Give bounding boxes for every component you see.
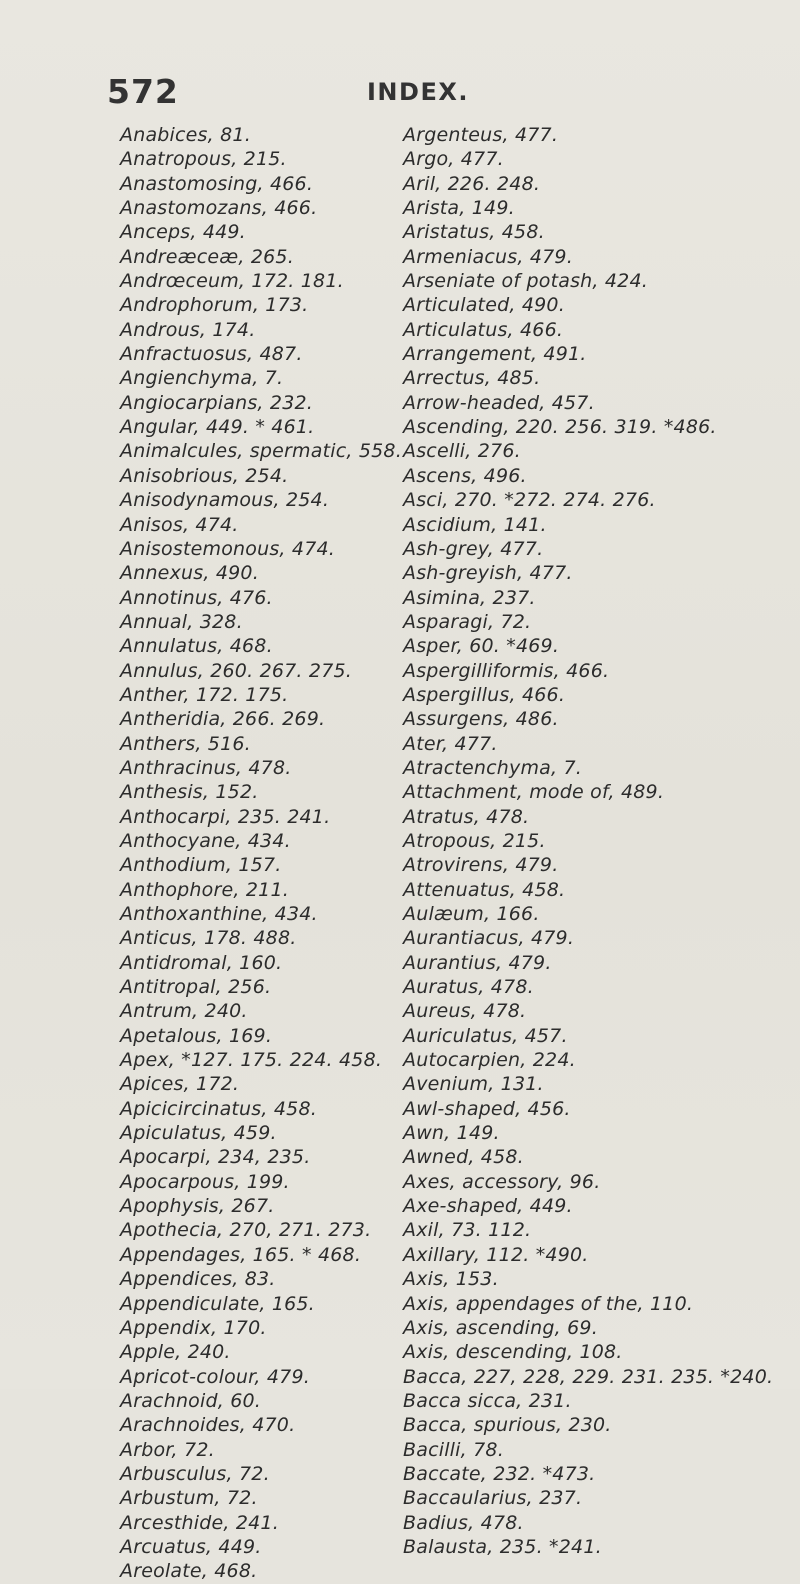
- index-entry: Apocarpi, 234, 235.: [120, 1146, 311, 1169]
- index-entry: Apices, 172.: [120, 1073, 240, 1096]
- index-entry: Annexus, 490.: [120, 562, 259, 585]
- index-entry: Ascens, 496.: [403, 464, 527, 487]
- index-entry: Appendices, 83.: [120, 1268, 276, 1291]
- index-entry: Anisos, 474.: [120, 513, 239, 536]
- index-entry: Asci, 270. *272. 274. 276.: [403, 489, 656, 512]
- index-entry: Anthers, 516.: [120, 732, 251, 755]
- index-entry: Anisobrious, 254.: [120, 464, 289, 487]
- index-entry: Apothecia, 270, 271. 273.: [120, 1219, 372, 1242]
- index-entry: Animalcules, spermatic, 558.: [120, 440, 402, 463]
- index-entry: Apex, *127. 175. 224. 458.: [120, 1049, 383, 1072]
- index-entry: Auriculatus, 457.: [403, 1024, 568, 1047]
- index-entry: Arrangement, 491.: [403, 343, 587, 366]
- index-entry: Angular, 449. * 461.: [120, 416, 315, 439]
- index-entry: Awn, 149.: [403, 1122, 500, 1145]
- running-head: INDEX.: [367, 78, 469, 106]
- index-entry: Appendages, 165. * 468.: [120, 1243, 362, 1266]
- index-entry: Arbustum, 72.: [120, 1487, 258, 1510]
- index-entry: Atratus, 478.: [403, 805, 530, 828]
- index-entry: Anatropous, 215.: [120, 148, 287, 171]
- index-entry: Antidromal, 160.: [120, 951, 283, 974]
- index-entry: Annulus, 260. 267. 275.: [120, 659, 353, 682]
- index-column-right: [403, 123, 800, 1559]
- index-entry: Articulated, 490.: [403, 294, 565, 317]
- index-entry: Anthesis, 152.: [120, 781, 259, 804]
- index-entry: Axillary, 112. *490.: [403, 1243, 589, 1266]
- index-entry: Appendiculate, 165.: [120, 1292, 315, 1315]
- index-entry: Axis, descending, 108.: [403, 1341, 623, 1364]
- index-entry: Anabices, 81.: [120, 124, 251, 146]
- index-entry: Anceps, 449.: [120, 221, 246, 244]
- index-entry: Anfractuosus, 487.: [120, 343, 303, 366]
- index-entry: Ascending, 220. 256. 319. *486.: [403, 416, 717, 439]
- page-header: [0, 72, 800, 112]
- index-entry: Ash-greyish, 477.: [403, 562, 573, 585]
- index-entry: Atractenchyma, 7.: [403, 756, 583, 779]
- index-entry: Aspergilliformis, 466.: [403, 659, 610, 682]
- index-entry: Asparagi, 72.: [403, 610, 532, 633]
- index-entry: Axe-shaped, 449.: [403, 1195, 573, 1218]
- index-entry: Bacilli, 78.: [403, 1438, 504, 1461]
- index-entry: Axis, 153.: [403, 1268, 499, 1291]
- index-entry: Anthocarpi, 235. 241.: [120, 805, 331, 828]
- index-entry: Arseniate of potash, 424.: [403, 270, 648, 293]
- index-entry: Angienchyma, 7.: [120, 367, 284, 390]
- index-entry: Anthodium, 157.: [120, 854, 282, 877]
- index-entry: Arista, 149.: [403, 197, 515, 220]
- index-entry: Argenteus, 477.: [403, 124, 559, 146]
- index-entry: Attenuatus, 458.: [403, 878, 566, 901]
- index-entry: Andreæceæ, 265.: [120, 245, 294, 268]
- index-entry: Arachnoides, 470.: [120, 1414, 296, 1437]
- index-entry: Aril, 226. 248.: [403, 172, 541, 195]
- index-entry: Angiocarpians, 232.: [120, 391, 314, 414]
- index-entry: Androus, 174.: [120, 318, 256, 341]
- index-entry: Arrow-headed, 457.: [403, 391, 595, 414]
- index-entry: Aurantiacus, 479.: [403, 927, 575, 950]
- index-entry: Aulæum, 166.: [403, 903, 540, 925]
- index-entry: Atrovirens, 479.: [403, 854, 559, 877]
- index-entry: Arcuatus, 449.: [120, 1535, 262, 1558]
- index-entry: Axis, ascending, 69.: [403, 1316, 598, 1339]
- index-entry: Apocarpous, 199.: [120, 1170, 290, 1193]
- index-entry: Anticus, 178. 488.: [120, 927, 297, 950]
- index-entry: Articulatus, 466.: [403, 318, 564, 341]
- index-entry: Antrum, 240.: [120, 1000, 248, 1023]
- index-entry: Axes, accessory, 96.: [403, 1170, 601, 1193]
- index-entry: Apetalous, 169.: [120, 1024, 273, 1047]
- index-entry: Argo, 477.: [403, 148, 504, 171]
- index-entry: Baccaularius, 237.: [403, 1487, 583, 1510]
- index-entry: Axis, appendages of the, 110.: [403, 1292, 694, 1315]
- index-entry: Ash-grey, 477.: [403, 537, 544, 560]
- index-entry: Ascelli, 276.: [403, 440, 521, 463]
- index-entry: Attachment, mode of, 489.: [403, 781, 665, 804]
- index-entry: Arbor, 72.: [120, 1438, 215, 1461]
- index-entry: Appendix, 170.: [120, 1316, 267, 1339]
- index-entry: Apricot-colour, 479.: [120, 1365, 310, 1388]
- index-entry: Aspergillus, 466.: [403, 683, 566, 706]
- index-entry: Aureus, 478.: [403, 1000, 527, 1023]
- index-entry: Anthophore, 211.: [120, 878, 289, 901]
- index-entry: Antitropal, 256.: [120, 976, 272, 999]
- index-entry: Anisostemonous, 474.: [120, 537, 336, 560]
- index-entry: Anthoxanthine, 434.: [120, 903, 318, 925]
- index-entry: Ascidium, 141.: [403, 513, 547, 536]
- index-entry: Awl-shaped, 456.: [403, 1097, 571, 1120]
- index-entry: Aristatus, 458.: [403, 221, 545, 244]
- index-entry: Anther, 172. 175.: [120, 683, 289, 706]
- index-entry: Annulatus, 468.: [120, 635, 273, 658]
- index-entry: Arcesthide, 241.: [120, 1511, 279, 1534]
- index-entry: Anisodynamous, 254.: [120, 489, 330, 512]
- index-entry: Arachnoid, 60.: [120, 1389, 262, 1412]
- index-entry: Ater, 477.: [403, 732, 498, 755]
- index-entry: Annual, 328.: [120, 610, 243, 633]
- index-entry: Awned, 458.: [403, 1146, 524, 1169]
- index-column-left: [120, 123, 420, 1584]
- index-entry: Antheridia, 266. 269.: [120, 708, 326, 731]
- index-entry: Asper, 60. *469.: [403, 635, 560, 658]
- index-entry: Arbusculus, 72.: [120, 1462, 270, 1485]
- index-entry: Anastomozans, 466.: [120, 197, 318, 220]
- index-entry: Anthocyane, 434.: [120, 829, 291, 852]
- index-entry: Asimina, 237.: [403, 586, 536, 609]
- index-entry: Anastomosing, 466.: [120, 172, 314, 195]
- index-entry: Bacca, 227, 228, 229. 231. 235. *240.: [403, 1365, 774, 1388]
- index-entry: Axil, 73. 112.: [403, 1219, 532, 1242]
- index-entry: Avenium, 131.: [403, 1073, 544, 1096]
- index-entry: Atropous, 215.: [403, 829, 546, 852]
- index-entry: Androphorum, 173.: [120, 294, 309, 317]
- index-entry: Apophysis, 267.: [120, 1195, 275, 1218]
- index-entry: Arrectus, 485.: [403, 367, 541, 390]
- page-number: 572: [107, 72, 179, 111]
- index-entry: Apple, 240.: [120, 1341, 231, 1364]
- index-entry: Balausta, 235. *241.: [403, 1535, 602, 1558]
- index-entry: Apiculatus, 459.: [120, 1122, 277, 1145]
- index-entry: Andrœceum, 172. 181.: [120, 270, 344, 293]
- index-entry: Baccate, 232. *473.: [403, 1462, 596, 1485]
- index-entry: Badius, 478.: [403, 1511, 524, 1534]
- index-entry: Auratus, 478.: [403, 976, 534, 999]
- index-entry: Assurgens, 486.: [403, 708, 559, 731]
- index-entry: Apicicircinatus, 458.: [120, 1097, 317, 1120]
- index-entry: Anthracinus, 478.: [120, 756, 292, 779]
- index-entry: Bacca, spurious, 230.: [403, 1414, 612, 1437]
- index-entry: Aurantius, 479.: [403, 951, 552, 974]
- index-entry: Annotinus, 476.: [120, 586, 273, 609]
- index-entry: Autocarpien, 224.: [403, 1049, 576, 1072]
- index-entry: Areolate, 468.: [120, 1560, 258, 1583]
- index-entry: Armeniacus, 479.: [403, 245, 573, 268]
- index-entry: Bacca sicca, 231.: [403, 1389, 572, 1412]
